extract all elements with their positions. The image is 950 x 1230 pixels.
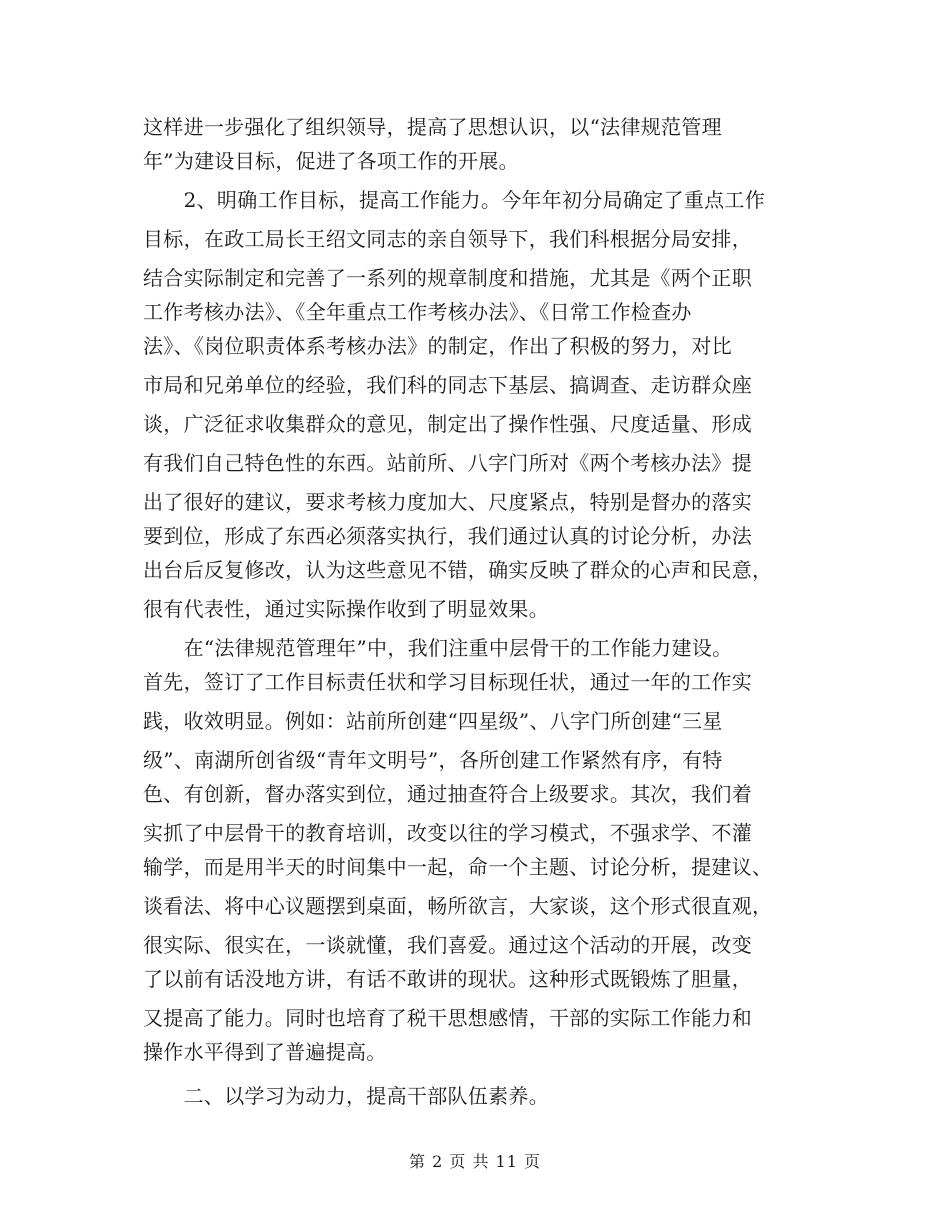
text-line: 要到位，形成了东西必须落实执行，我们通过认真的讨论分析，办法 [143, 524, 752, 548]
text-line: 践，收效明显。例如：站前所创建“四星级”、八字门所创建“三星 [143, 709, 723, 733]
text-line: 谈，广泛征求收集群众的意见，制定出了操作性强、尺度适量、形成 [143, 412, 752, 436]
text-line: 法》、《岗位职责体系考核办法》的制定，作出了积极的努力，对比 [143, 334, 732, 358]
text-line: 实抓了中层骨干的教育培训，改变以往的学习模式，不强求学、不灌 [143, 821, 752, 845]
text-line: 了以前有话没地方讲，有话不敢讲的现状。这种形式既锻炼了胆量， [143, 967, 752, 991]
text-line: 级”、南湖所创省级“青年文明号”，各所创建工作紧然有序，有特 [143, 748, 723, 772]
page-footer: 第 2 页 共 11 页 [409, 1152, 541, 1171]
text-line: 结合实际制定和完善了一系列的规章制度和措施，尤其是《两个正职 [143, 266, 752, 290]
text-line: 在“法律规范管理年”中，我们注重中层骨干的工作能力建设。 [143, 636, 733, 660]
text-line: 谈看法、将中心议题摆到桌面，畅所欲言，大家谈，这个形式很直观， [143, 894, 773, 918]
text-line: 有我们自己特色性的东西。站前所、八字门所对《两个考核办法》提 [143, 451, 752, 475]
text-line: 工作考核办法》、《全年重点工作考核办法》、《日常工作检查办 [143, 300, 692, 324]
text-line: 出了很好的建议，要求考核力度加大、尺度紧点，特别是督办的落实 [143, 490, 752, 514]
text-line: 又提高了能力。同时也培育了税干思想感情，干部的实际工作能力和 [143, 1006, 752, 1030]
text-line: 很有代表性，通过实际操作收到了明显效果。 [143, 597, 549, 621]
text-line: 二、以学习为动力，提高干部队伍素养。 [143, 1084, 549, 1108]
text-line: 出台后反复修改，认为这些意见不错，确实反映了群众的心声和民意， [143, 558, 773, 582]
text-line: 输学，而是用半天的时间集中一起，命一个主题、讨论分析，提建议、 [143, 855, 773, 879]
text-line: 目标，在政工局长王绍文同志的亲自领导下，我们科根据分局安排， [143, 227, 752, 251]
text-line: 操作水平得到了普遍提高。 [143, 1040, 387, 1064]
text-line: 很实际、很实在，一谈就懂，我们喜爱。通过这个活动的开展，改变 [143, 933, 752, 957]
text-line: 市局和兄弟单位的经验，我们科的同志下基层、搞调查、走访群众座 [143, 373, 752, 397]
text-line: 年”为建设目标，促进了各项工作的开展。 [143, 149, 519, 173]
text-line: 2、明确工作目标，提高工作能力。今年年初分局确定了重点工作 [143, 188, 766, 212]
text-line: 首先，签订了工作目标责任状和学习目标现任状，通过一年的工作实 [143, 670, 752, 694]
text-line: 这样进一步强化了组织领导，提高了思想认识，以“法律规范管理 [143, 115, 722, 139]
text-line: 色、有创新，督办落实到位，通过抽查符合上级要求。其次，我们着 [143, 782, 752, 806]
